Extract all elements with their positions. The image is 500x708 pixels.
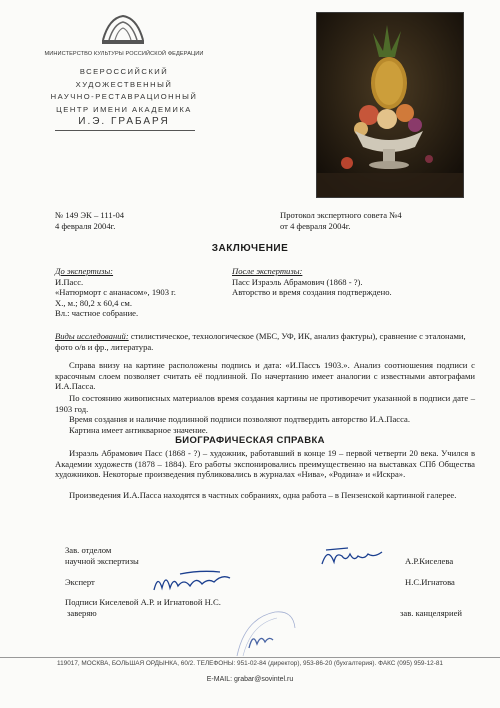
document-number-block bbox=[55, 210, 124, 231]
footer-email: E-MAIL: grabar@sovintel.ru bbox=[206, 676, 294, 683]
before-line: Вл.: частное собрание. bbox=[55, 308, 139, 318]
institution-emblem-icon bbox=[99, 10, 147, 50]
bio-paragraph: Израэль Абрамович Пасс (1868 - ?) – художник, работавший в конце 19 – первой четверти 20 века. Учился в Академии художеств (1878 – 1884). Его работы экспонировались преимущественно на выставках СПб Общества художников. Некоторые произведения публиковались в журналах «Нива», «Родина» и «Искра». bbox=[55, 448, 475, 479]
letterhead-divider bbox=[55, 130, 195, 131]
certification-line: Подписи Киселевой А.Р. и Игнатовой Н.С. bbox=[65, 597, 221, 607]
methods-text: стилистическое, технологическое (МБС, УФ, ИК, анализ фактуры), сравнение с эталонами, фото о/в и фр., литература. bbox=[55, 331, 466, 352]
dept-head-name: А.Р.Киселева bbox=[405, 556, 454, 566]
document-title: ЗАКЛЮЧЕНИЕ bbox=[211, 243, 289, 254]
expert-signature bbox=[150, 568, 235, 594]
before-line: «Натюрморт с ананасом», 1903 г. bbox=[55, 287, 176, 297]
document-number: № 149 ЭК – 111-04 bbox=[55, 210, 125, 220]
institution-name-line: ВСЕРОССИЙСКИЙ ХУДОЖЕСТВЕННЫЙ bbox=[75, 67, 173, 89]
after-expertise bbox=[232, 266, 392, 298]
footer-divider bbox=[0, 657, 500, 658]
protocol-block bbox=[280, 210, 402, 231]
dept-head-signature bbox=[318, 540, 388, 570]
ministry-name: МИНИСТЕРСТВО КУЛЬТУРЫ РОССИЙСКОЙ ФЕДЕРАЦИИ bbox=[44, 51, 204, 57]
institution-name-line: НАУЧНО-РЕСТАВРАЦИОННЫЙ bbox=[50, 92, 198, 101]
after-heading: После экспертизы: bbox=[232, 266, 303, 276]
stamp-icon bbox=[235, 608, 297, 658]
office-head-title: зав. канцелярией bbox=[400, 608, 462, 618]
protocol-number: Протокол экспертного совета №4 bbox=[280, 210, 402, 220]
certification-line: заверяю bbox=[67, 607, 97, 618]
dept-title bbox=[65, 545, 139, 566]
painting-photo bbox=[316, 12, 464, 198]
before-expertise bbox=[55, 266, 176, 319]
before-line: И.Пасс. bbox=[55, 276, 84, 287]
research-methods bbox=[55, 331, 475, 352]
expert-label: Эксперт bbox=[65, 577, 95, 587]
after-line: Авторство и время создания подтверждено. bbox=[232, 287, 392, 297]
after-line: Пасс Израэль Абрамович (1868 - ?). bbox=[232, 276, 363, 287]
institution-name-line: ЦЕНТР ИМЕНИ АКАДЕМИКА bbox=[56, 104, 192, 114]
institution-name bbox=[36, 66, 212, 129]
before-heading: До экспертизы: bbox=[55, 266, 114, 276]
bio-title: БИОГРАФИЧЕСКАЯ СПРАВКА bbox=[175, 435, 325, 446]
dept-title-line: научной экспертизы bbox=[65, 555, 139, 566]
certification bbox=[65, 597, 221, 618]
paragraph: Справа внизу на картине расположены подпись и дата: «И.Пассъ 1903.». Анализ соотношения подписи с красочным слоем позволяет считать её подлинной. По начертанию имеет аналогии с известными автографами И.А.Пасса. bbox=[55, 360, 475, 391]
footer-address: 119017, МОСКВА, БОЛЬШАЯ ОРДЫНКА, 60/2. ТЕЛЕФОНЫ: 951-02-84 (директор), 953-86-20 (бухгалтерия). ФАКС (095) 959-12-81 bbox=[57, 660, 443, 667]
document-date: 4 февраля 2004г. bbox=[55, 220, 116, 231]
protocol-date: от 4 февраля 2004г. bbox=[280, 220, 351, 231]
paragraph: По состоянию живописных материалов время создания картины не противоречит указанной в подписи дате – 1903 год. bbox=[55, 393, 475, 414]
methods-heading: Виды исследований: bbox=[55, 331, 129, 341]
expert-name: Н.С.Игнатова bbox=[405, 577, 455, 587]
institution-name-line: И.Э. ГРАБАРЯ bbox=[78, 116, 170, 127]
paragraph: Время создания и наличие подлинной подписи позволяют подтвердить авторство И.А.Пасса. bbox=[69, 414, 410, 424]
dept-title-line: Зав. отделом bbox=[65, 545, 112, 555]
paragraph: Картина имеет антикварное значение. bbox=[69, 425, 208, 435]
bio-paragraph: Произведения И.А.Пасса находятся в частных собраниях, одна работа – в Пензенской картинной галерее. bbox=[69, 490, 457, 500]
before-line: Х., м.; 80,2 х 60,4 см. bbox=[55, 297, 132, 308]
